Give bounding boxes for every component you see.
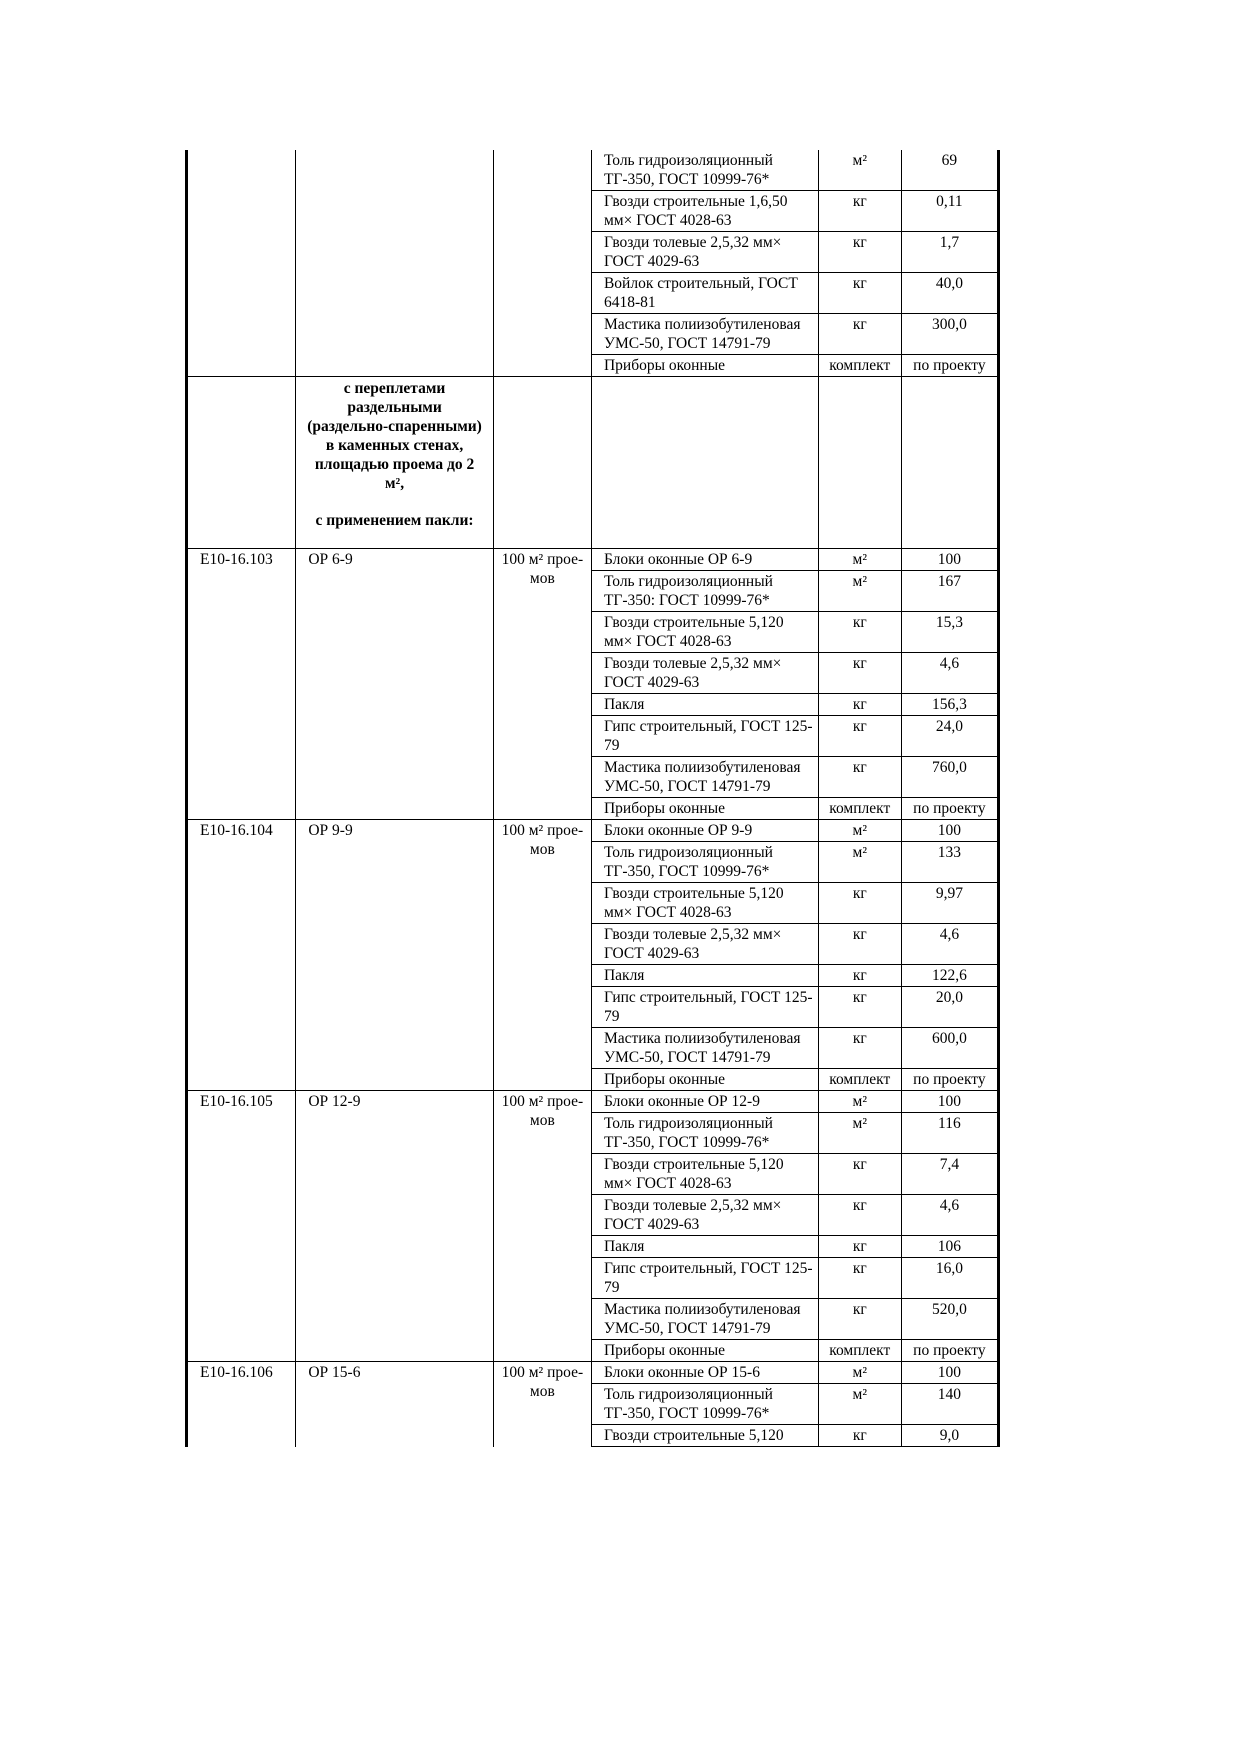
resource-name: Мастика полиизобутиленовая УМС-50, ГОСТ 14791-79 <box>591 757 818 798</box>
resource-name: Гвозди толевые 2,5,32 мм× ГОСТ 4029-63 <box>591 924 818 965</box>
meter-cell <box>493 150 591 377</box>
resource-qty-cell <box>901 1299 998 1340</box>
resource-name: Блоки оконные ОР 6-9 <box>591 549 818 571</box>
norms-table-page <box>185 150 1000 1600</box>
resource-unit-cell <box>818 798 901 820</box>
resource-qty-cell <box>901 1425 998 1447</box>
resource-unit-cell <box>818 1028 901 1069</box>
resource-unit-cell <box>818 273 901 314</box>
resource-qty-cell <box>901 1028 998 1069</box>
resource-unit: кг <box>852 1260 867 1277</box>
resource-qty: 4,6 <box>939 926 960 943</box>
norm-code: Е10-16.106 <box>187 1362 296 1447</box>
resource-unit: кг <box>852 696 867 713</box>
resource-name: Толь гидроизоляционный ТГ-350, ГОСТ 10999-76* <box>591 150 818 191</box>
resource-unit: кг <box>852 1156 867 1173</box>
table-row <box>187 150 999 191</box>
resource-qty-cell <box>901 757 998 798</box>
name-cell <box>296 150 493 377</box>
resource-unit: комплект <box>829 357 891 374</box>
resource-name <box>591 377 818 549</box>
resource-name: Мастика полиизобутиленовая УМС-50, ГОСТ 14791-79 <box>591 1299 818 1340</box>
resource-qty: по проекту <box>913 357 986 374</box>
norms-table-body <box>187 150 999 1447</box>
resource-qty: по проекту <box>913 800 986 817</box>
resource-unit: м² <box>852 844 867 861</box>
resource-qty-cell <box>901 987 998 1028</box>
resource-qty-cell <box>901 842 998 883</box>
resource-qty: по проекту <box>913 1071 986 1088</box>
resource-name: Гипс строительный, ГОСТ 125-79 <box>591 1258 818 1299</box>
resource-qty: 100 <box>937 1364 961 1381</box>
resource-name: Пакля <box>591 694 818 716</box>
resource-qty-cell <box>901 571 998 612</box>
resource-unit-cell <box>818 1154 901 1195</box>
resource-qty-cell <box>901 716 998 757</box>
resource-qty: 760,0 <box>931 759 967 776</box>
resource-qty-cell <box>901 1384 998 1425</box>
table-row <box>187 1091 999 1113</box>
code-cell <box>187 377 296 549</box>
resource-qty: 167 <box>937 573 961 590</box>
meter-cell <box>493 377 591 549</box>
resource-qty-cell <box>901 150 998 191</box>
resource-qty: 133 <box>937 844 961 861</box>
norm-code: Е10-16.103 <box>187 549 296 820</box>
resource-qty-cell <box>901 273 998 314</box>
resource-unit: кг <box>852 1301 867 1318</box>
resource-qty: 116 <box>938 1115 961 1132</box>
resource-qty-cell <box>901 1069 998 1091</box>
resource-qty-cell <box>901 612 998 653</box>
resource-unit-cell <box>818 232 901 273</box>
resource-unit-cell <box>818 1258 901 1299</box>
resource-unit: м² <box>852 1386 867 1403</box>
resource-unit: кг <box>852 926 867 943</box>
norm-meter: 100 м² прое-мов <box>493 1091 591 1362</box>
resource-qty: 520,0 <box>931 1301 967 1318</box>
resource-qty-cell <box>901 549 998 571</box>
resource-unit-cell <box>818 694 901 716</box>
resource-name: Гвозди строительные 5,120 мм× ГОСТ 4028-63 <box>591 1154 818 1195</box>
resource-unit-cell <box>818 1425 901 1447</box>
resource-name: Гипс строительный, ГОСТ 125-79 <box>591 987 818 1028</box>
resource-name: Толь гидроизоляционный ТГ-350: ГОСТ 10999-76* <box>591 571 818 612</box>
resource-qty: 4,6 <box>939 1197 960 1214</box>
resource-qty: 100 <box>937 1093 961 1110</box>
resource-qty: 122,6 <box>931 967 967 984</box>
resource-unit: кг <box>852 1427 867 1444</box>
norm-meter: 100 м² прое-мов <box>493 1362 591 1447</box>
resource-qty: 40,0 <box>935 275 963 292</box>
resource-unit-cell <box>818 820 901 842</box>
resource-unit: кг <box>852 885 867 902</box>
resource-name: Гвозди строительные 5,120 <box>591 1425 818 1447</box>
resource-unit: кг <box>852 275 867 292</box>
resource-unit: кг <box>852 1238 867 1255</box>
resource-unit-cell <box>818 150 901 191</box>
table-row <box>187 549 999 571</box>
resource-qty-cell <box>901 1195 998 1236</box>
resource-unit: комплект <box>829 1071 891 1088</box>
subheading-row <box>187 377 999 549</box>
resource-unit: м² <box>852 1093 867 1110</box>
resource-unit: м² <box>852 152 867 169</box>
resource-name: Гвозди строительные 5,120 мм× ГОСТ 4028-63 <box>591 883 818 924</box>
resource-name: Пакля <box>591 965 818 987</box>
resource-name: Гвозди толевые 2,5,32 мм× ГОСТ 4029-63 <box>591 1195 818 1236</box>
resource-unit-cell <box>818 377 901 549</box>
resource-name: Гипс строительный, ГОСТ 125-79 <box>591 716 818 757</box>
resource-unit: кг <box>852 316 867 333</box>
resource-unit-cell <box>818 355 901 377</box>
resource-unit: м² <box>852 1364 867 1381</box>
resource-unit-cell <box>818 1299 901 1340</box>
norm-name: ОР 9-9 <box>296 820 493 1091</box>
resource-unit: м² <box>852 551 867 568</box>
resource-name: Блоки оконные ОР 12-9 <box>591 1091 818 1113</box>
resource-qty: 20,0 <box>935 989 963 1006</box>
resource-unit-cell <box>818 1362 901 1384</box>
resource-unit: кг <box>852 989 867 1006</box>
resource-qty-cell <box>901 377 998 549</box>
resource-name: Блоки оконные ОР 15-6 <box>591 1362 818 1384</box>
resource-qty: 15,3 <box>935 614 963 631</box>
resource-unit-cell <box>818 1384 901 1425</box>
resource-qty-cell <box>901 1154 998 1195</box>
resource-name: Войлок строительный, ГОСТ 6418-81 <box>591 273 818 314</box>
resource-unit: кг <box>852 967 867 984</box>
resource-unit: м² <box>852 573 867 590</box>
norm-name: ОР 15-6 <box>296 1362 493 1447</box>
resource-qty: 4,6 <box>939 655 960 672</box>
resource-unit: комплект <box>829 800 891 817</box>
resource-name: Приборы оконные <box>591 1069 818 1091</box>
resource-unit: м² <box>852 822 867 839</box>
resource-qty-cell <box>901 1236 998 1258</box>
resource-qty: 100 <box>937 551 961 568</box>
resource-unit-cell <box>818 1236 901 1258</box>
resource-qty-cell <box>901 355 998 377</box>
resource-qty: 24,0 <box>935 718 963 735</box>
resource-unit-cell <box>818 1113 901 1154</box>
resource-qty-cell <box>901 883 998 924</box>
resource-name: Приборы оконные <box>591 1340 818 1362</box>
norm-code: Е10-16.105 <box>187 1091 296 1362</box>
norm-code: Е10-16.104 <box>187 820 296 1091</box>
resource-name: Гвозди строительные 5,120 мм× ГОСТ 4028-63 <box>591 612 818 653</box>
table-row <box>187 820 999 842</box>
resource-unit-cell <box>818 965 901 987</box>
resource-qty: 7,4 <box>939 1156 960 1173</box>
resource-unit-cell <box>818 924 901 965</box>
resource-unit: кг <box>852 193 867 210</box>
resource-qty: 69 <box>941 152 958 169</box>
resource-name: Приборы оконные <box>591 355 818 377</box>
resource-qty-cell <box>901 1113 998 1154</box>
resource-name: Мастика полиизобутиленовая УМС-50, ГОСТ 14791-79 <box>591 1028 818 1069</box>
resource-qty-cell <box>901 924 998 965</box>
resource-name: Приборы оконные <box>591 798 818 820</box>
resource-unit-cell <box>818 191 901 232</box>
norms-table <box>185 150 1000 1447</box>
subheading-text-2: с применением пакли: <box>315 512 474 529</box>
resource-unit-cell <box>818 716 901 757</box>
norm-name: ОР 12-9 <box>296 1091 493 1362</box>
resource-name: Мастика полиизобутиленовая УМС-50, ГОСТ 14791-79 <box>591 314 818 355</box>
resource-unit: кг <box>852 759 867 776</box>
resource-unit-cell <box>818 1340 901 1362</box>
resource-name: Гвозди строительные 1,6,50 мм× ГОСТ 4028-63 <box>591 191 818 232</box>
resource-qty-cell <box>901 1091 998 1113</box>
resource-unit-cell <box>818 1195 901 1236</box>
resource-unit-cell <box>818 314 901 355</box>
resource-unit-cell <box>818 883 901 924</box>
section-subheading <box>296 377 493 549</box>
resource-qty: 9,0 <box>939 1427 960 1444</box>
resource-qty-cell <box>901 232 998 273</box>
resource-unit-cell <box>818 757 901 798</box>
resource-unit-cell <box>818 842 901 883</box>
norm-meter: 100 м² прое-мов <box>493 820 591 1091</box>
resource-qty: 300,0 <box>931 316 967 333</box>
resource-name: Гвозди толевые 2,5,32 мм× ГОСТ 4029-63 <box>591 232 818 273</box>
resource-unit: кг <box>852 1197 867 1214</box>
norm-meter: 100 м² прое-мов <box>493 549 591 820</box>
resource-qty: по проекту <box>913 1342 986 1359</box>
resource-unit: комплект <box>829 1342 891 1359</box>
resource-unit: м² <box>852 1115 867 1132</box>
resource-unit: кг <box>852 614 867 631</box>
subheading-text: с переплетами раздельными (раздельно-спаренными) в каменных стенах, площадью проема до 2 м², <box>307 380 482 492</box>
resource-qty-cell <box>901 965 998 987</box>
resource-name: Гвозди толевые 2,5,32 мм× ГОСТ 4029-63 <box>591 653 818 694</box>
resource-name: Толь гидроизоляционный ТГ-350, ГОСТ 10999-76* <box>591 1384 818 1425</box>
resource-qty-cell <box>901 653 998 694</box>
code-cell <box>187 150 296 377</box>
resource-qty: 1,7 <box>939 234 960 251</box>
resource-unit-cell <box>818 1069 901 1091</box>
resource-qty-cell <box>901 694 998 716</box>
resource-name: Толь гидроизоляционный ТГ-350, ГОСТ 10999-76* <box>591 1113 818 1154</box>
resource-qty-cell <box>901 314 998 355</box>
resource-unit-cell <box>818 987 901 1028</box>
resource-unit: кг <box>852 718 867 735</box>
resource-qty-cell <box>901 191 998 232</box>
resource-qty: 600,0 <box>931 1030 967 1047</box>
resource-qty-cell <box>901 1362 998 1384</box>
table-row <box>187 1362 999 1384</box>
resource-qty: 106 <box>937 1238 961 1255</box>
resource-qty: 9,97 <box>935 885 963 902</box>
resource-unit-cell <box>818 653 901 694</box>
resource-qty: 140 <box>937 1386 961 1403</box>
resource-unit: кг <box>852 1030 867 1047</box>
resource-unit-cell <box>818 1091 901 1113</box>
resource-qty: 0,11 <box>936 193 963 210</box>
resource-unit-cell <box>818 612 901 653</box>
resource-unit: кг <box>852 655 867 672</box>
resource-qty-cell <box>901 798 998 820</box>
resource-qty: 100 <box>937 822 961 839</box>
norm-name: ОР 6-9 <box>296 549 493 820</box>
resource-unit-cell <box>818 571 901 612</box>
resource-qty: 156,3 <box>931 696 967 713</box>
resource-unit-cell <box>818 549 901 571</box>
resource-qty-cell <box>901 820 998 842</box>
resource-qty: 16,0 <box>935 1260 963 1277</box>
resource-name: Толь гидроизоляционный ТГ-350, ГОСТ 10999-76* <box>591 842 818 883</box>
resource-name: Пакля <box>591 1236 818 1258</box>
resource-name: Блоки оконные ОР 9-9 <box>591 820 818 842</box>
resource-unit: кг <box>852 234 867 251</box>
resource-qty-cell <box>901 1340 998 1362</box>
resource-qty-cell <box>901 1258 998 1299</box>
